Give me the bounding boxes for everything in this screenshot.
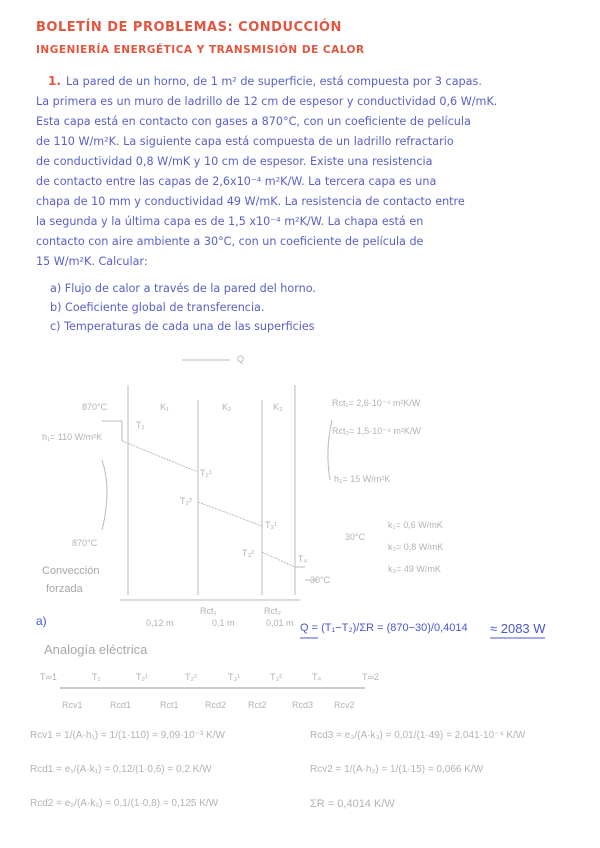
question-c: c) Temperaturas de cada una de las superficies	[50, 320, 315, 333]
node-label: T₃²	[270, 672, 283, 682]
resistor-label: Rcv2	[334, 700, 355, 710]
problem-line: La pared de un horno, de 1 m² de superficie, está compuesta por 3 capas.	[66, 75, 482, 88]
resistor-label: Rct2	[248, 700, 267, 710]
air-temp-label-2: 30°C	[345, 532, 366, 542]
problem-line: la segunda y la última capa es de 1,5 x10⁻⁴ m²K/W. La chapa está en	[36, 215, 424, 228]
problem-line: de 110 W/m²K. La siguiente capa está compuesta de un ladrillo refractario	[36, 135, 454, 148]
problem-line: Esta capa está en contacto con gases a 870°C, con un coeficiente de película	[36, 115, 471, 128]
equation-rcv2: Rcv2 = 1/(A·h₂) = 1/(1·15) = 0,066 K/W	[310, 764, 484, 775]
question-b: b) Coeficiente global de transferencia.	[50, 301, 265, 314]
thickness-3: 0,01 m	[266, 618, 294, 628]
k1-value: k₁= 0,6 W/mK	[388, 520, 443, 530]
question-a: a) Flujo de calor a través de la pared del horno.	[50, 282, 316, 295]
k2-value: k₂= 0,8 W/mK	[388, 542, 444, 552]
node-label: T₄	[312, 672, 322, 682]
node-label: T₂²	[185, 672, 197, 682]
t2a-label: T₂¹	[200, 468, 212, 478]
resistor-label: Rcd1	[110, 700, 132, 710]
heat-flow-equation: Q = (T₁−T₂)/ΣR = (870−30)/0,4014	[300, 622, 468, 634]
problem-line: de conductividad 0,8 W/mK y 10 cm de espesor. Existe una resistencia	[36, 155, 433, 168]
k2-label: K₂	[222, 402, 232, 412]
problem-line: de contacto entre las capas de 2,6x10⁻⁴ m²K/W. La tercera capa es una	[36, 175, 437, 188]
node-label: T₁	[92, 672, 101, 682]
node-label: T∞2	[362, 672, 379, 682]
t2b-label: T₂²	[180, 496, 192, 506]
t4-label: T₄	[298, 554, 308, 564]
resistor-label: Rcd3	[292, 700, 314, 710]
t1-label: T₁	[136, 420, 145, 430]
equation-rcd1: Rcd1 = e₁/(A·k₁) = 0,12/(1·0,6) = 0,2 K/W	[30, 764, 212, 775]
heat-flow-label: Q	[237, 354, 245, 364]
node-label: T∞1	[40, 672, 57, 682]
air-temp-label: 30°C	[310, 575, 331, 585]
k3-value: k₃= 49 W/mK	[388, 564, 441, 574]
resistor-label: Rcd2	[205, 700, 227, 710]
k1-label: K₁	[160, 402, 170, 412]
resistor-label: Rcv1	[62, 700, 83, 710]
gas-temp-label-2: 870°C	[72, 538, 98, 548]
part-a-label: a)	[36, 614, 47, 628]
forced-label: forzada	[46, 583, 83, 595]
problem-line: chapa de 10 mm y conductividad 49 W/mK. La resistencia de contacto entre	[36, 195, 465, 208]
node-label: T₂¹	[136, 672, 148, 682]
document-subtitle: INGENIERÍA ENERGÉTICA Y TRANSMISIÓN DE CALOR	[36, 44, 365, 56]
equation-rcd2: Rcd2 = e₂/(A·k₂) = 0,1/(1·0,8) = 0,125 K/W	[30, 798, 219, 809]
h2-label: h₂= 15 W/m²K	[334, 474, 391, 484]
convection-label: Convección	[42, 565, 100, 577]
document-title: BOLETÍN DE PROBLEMAS: CONDUCCIÓN	[36, 20, 342, 35]
h1-label: h₁= 110 W/m²K	[42, 432, 103, 442]
heat-flow-result: ≈ 2083 W	[490, 621, 546, 636]
rct2-value: Rct₂= 1,5·10⁻⁴ m²K/W	[332, 426, 421, 436]
thickness-1: 0,12 m	[146, 618, 174, 628]
equation-rcv1: Rcv1 = 1/(A·h₁) = 1/(1·110) = 9,09·10⁻³ K/W	[30, 730, 225, 741]
problem-line: contacto con aire ambiente a 30°C, con un coeficiente de película de	[36, 235, 424, 248]
analogy-heading: Analogía eléctrica	[44, 642, 148, 657]
rct2-label: Rct₂	[264, 606, 281, 616]
problem-number: 1.	[48, 74, 61, 88]
resistor-label: Rct1	[160, 700, 179, 710]
t3a-label: T₃¹	[265, 520, 278, 530]
problem-line: 15 W/m²K. Calcular:	[36, 255, 148, 268]
gas-temp-label: 870°C	[82, 402, 108, 412]
node-label: T₃¹	[228, 672, 241, 682]
total-resistance: ΣR = 0,4014 K/W	[310, 798, 395, 810]
rct1-label: Rct₁	[200, 606, 217, 616]
problem-line: La primera es un muro de ladrillo de 12 cm de espesor y conductividad 0,6 W/mK.	[36, 95, 498, 108]
equation-rcd3: Rcd3 = e₃/(A·k₃) = 0,01/(1·49) = 2,041·10⁻⁴ K/W	[310, 730, 526, 741]
rct1-value: Rct₁= 2,6·10⁻⁴ m²K/W	[332, 398, 421, 408]
thickness-2: 0,1 m	[212, 618, 235, 628]
t3b-label: T₃²	[242, 548, 255, 558]
k3-label: K₃	[273, 402, 283, 412]
